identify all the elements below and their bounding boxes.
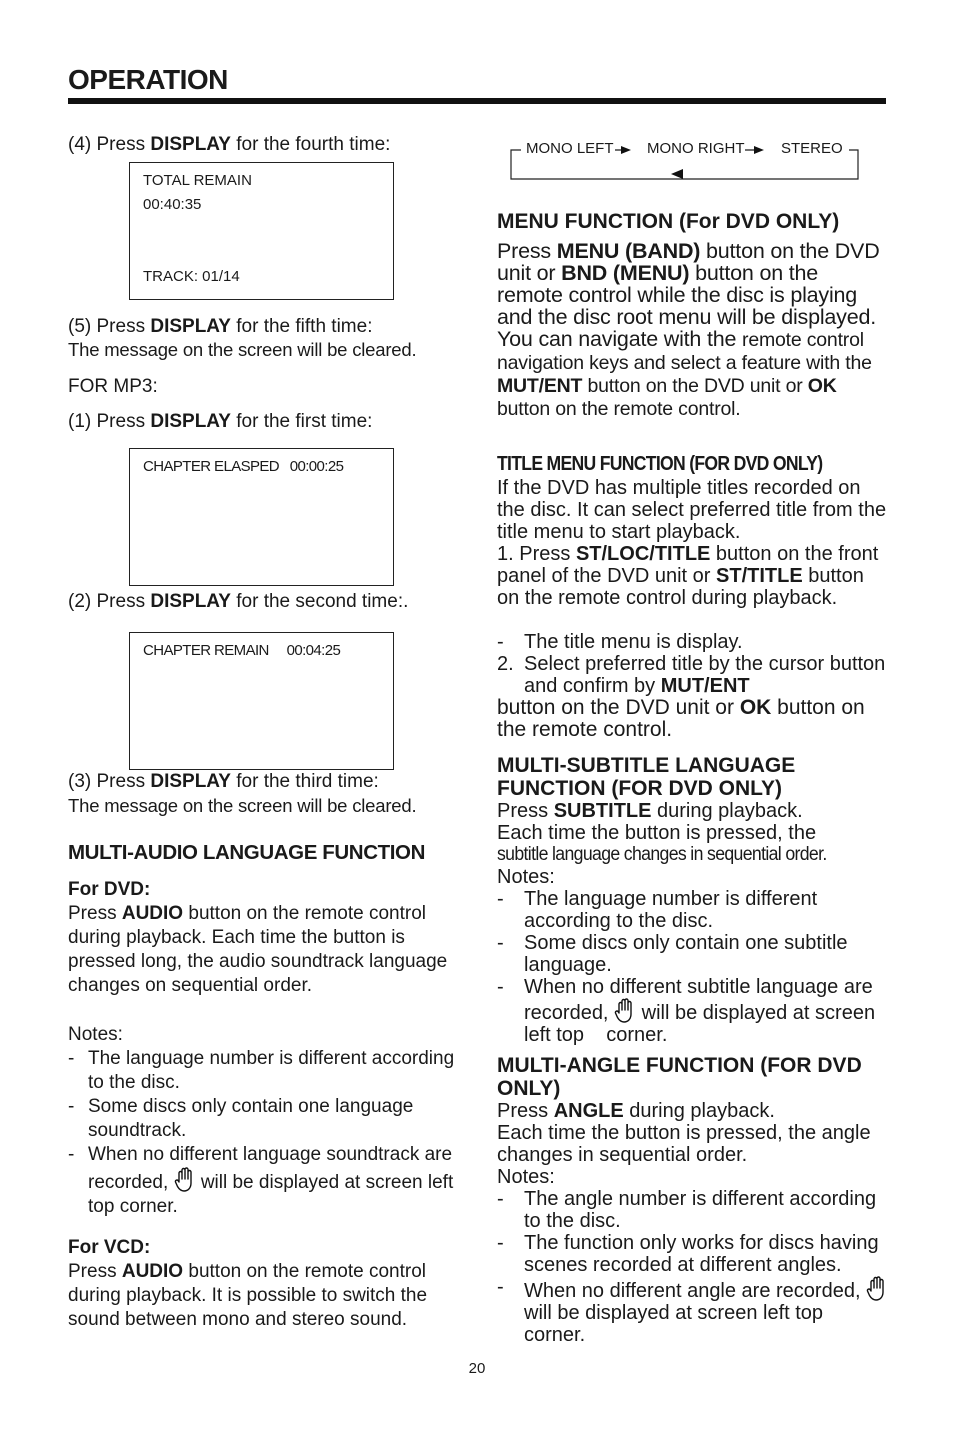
notes-label: Notes: — [68, 1024, 123, 1045]
list-item: - When no different angle are recorded, will be displayed at screen left top corner. — [497, 1276, 889, 1346]
flow-mono-left: MONO LEFT — [526, 140, 614, 157]
vcd-text: Press AUDIO button on the remote control during playback. It is possible to switch the sound between mono and stereo sound. — [68, 1261, 428, 1330]
menu-text: Press MENU (BAND) button on the DVD unit or BND (MENU) button on the remote control while the disc is playing and the disc root menu will be displayed. You can navigate with the remote control navigation keys and select a feature with the MUT/ENT button on the DVD unit or OK button on the remote control. — [497, 239, 880, 420]
list-item: - The language number is different according to the disc. — [497, 888, 889, 932]
list-item: - Some discs only contain one subtitle language. — [497, 932, 889, 976]
dvd-text: Press AUDIO button on the remote control during playback. Each time the button is pressed long, the audio soundtrack language changes on sequential order. — [68, 903, 448, 996]
title-menu-text: If the DVD has multiple titles recorded on the disc. It can select preferred title from the title menu to start playback. — [497, 477, 887, 543]
dvd-label: For DVD: — [68, 879, 151, 900]
mp3-step3-note: The message on the screen will be cleared. — [68, 795, 417, 816]
title-step2 — [497, 653, 889, 697]
subtitle-notes-label: Notes: — [497, 866, 555, 888]
angle-notes — [497, 1188, 889, 1346]
angle-heading: MULTI-ANGLE FUNCTION (FOR DVD ONLY) — [497, 1054, 862, 1100]
audio-heading: MULTI-AUDIO LANGUAGE FUNCTION — [68, 841, 425, 864]
title-step2-cont: button on the DVD unit or OK button on the remote control. — [497, 696, 865, 741]
title-step1-note — [497, 631, 889, 653]
hand-icon — [866, 1276, 888, 1302]
vcd-label: For VCD: — [68, 1237, 151, 1258]
display-screen-chapter-elapsed: CHAPTER ELASPED 00:00:25 — [129, 448, 394, 586]
angle-text: Press ANGLE during playback. — [497, 1100, 775, 1122]
mp3-label: FOR MP3: — [68, 376, 158, 397]
mp3-step3: (3) Press DISPLAY for the third time: — [68, 771, 379, 792]
list-item: - The function only works for discs having scenes recorded at different angles. — [497, 1232, 889, 1276]
step5: (5) Press DISPLAY for the fifth time: — [68, 316, 373, 337]
list-item: - When no different subtitle language are recorded, will be displayed at screen left top corner. — [497, 976, 889, 1046]
list-item: - The language number is different according to the disc. — [68, 1047, 463, 1095]
hand-icon — [174, 1167, 196, 1193]
page-title: OPERATION — [68, 64, 228, 95]
title-steps — [497, 543, 889, 609]
title-rule — [68, 98, 886, 104]
page-number: 20 — [468, 1360, 486, 1377]
audio-notes — [68, 1047, 463, 1219]
step5-note: The message on the screen will be cleared. — [68, 339, 417, 360]
menu-heading: MENU FUNCTION (For DVD ONLY) — [497, 210, 840, 233]
step4: (4) Press DISPLAY for the fourth time: — [68, 134, 391, 155]
list-item: - The angle number is different according to the disc. — [497, 1188, 889, 1232]
subtitle-heading: MULTI-SUBTITLE LANGUAGE FUNCTION (FOR DVD ONLY) — [497, 754, 796, 800]
list-item: - Some discs only contain one language soundtrack. — [68, 1095, 463, 1143]
title-menu-heading: TITLE MENU FUNCTION (FOR DVD ONLY) — [497, 453, 823, 475]
arrow-right-icon — [754, 146, 764, 154]
hand-icon — [614, 998, 636, 1024]
return-arrow-icon — [671, 169, 683, 179]
subtitle-text3: subtitle language changes in sequential order. — [497, 844, 827, 865]
flow-mono-right: MONO RIGHT — [647, 140, 745, 157]
subtitle-text2: Each time the button is pressed, the — [497, 822, 817, 844]
list-item: 2. Select preferred title by the cursor button and confirm by MUT/ENT — [497, 653, 886, 697]
display-screen-total-remain: TOTAL REMAIN 00:40:35 TRACK: 01/14 — [129, 162, 394, 300]
arrow-right-icon — [621, 146, 631, 154]
display-screen-chapter-remain: CHAPTER REMAIN 00:04:25 — [129, 632, 394, 770]
angle-notes-label: Notes: — [497, 1166, 555, 1188]
flow-stereo: STEREO — [781, 140, 843, 157]
list-item: - When no different language soundtrack are recorded, will be displayed at screen left top corner. — [68, 1143, 463, 1219]
list-item: - The title menu is display. — [497, 631, 889, 653]
mp3-step1: (1) Press DISPLAY for the first time: — [68, 411, 373, 432]
subtitle-text: Press SUBTITLE during playback. — [497, 800, 803, 822]
angle-text2: Each time the button is pressed, the angle changes in sequential order. — [497, 1122, 871, 1166]
list-item: 1. Press ST/LOC/TITLE button on the front panel of the DVD unit or ST/TITLE button on the remote control during playback. — [497, 543, 879, 609]
mp3-step2: (2) Press DISPLAY for the second time:. — [68, 591, 409, 612]
subtitle-notes — [497, 888, 889, 1046]
